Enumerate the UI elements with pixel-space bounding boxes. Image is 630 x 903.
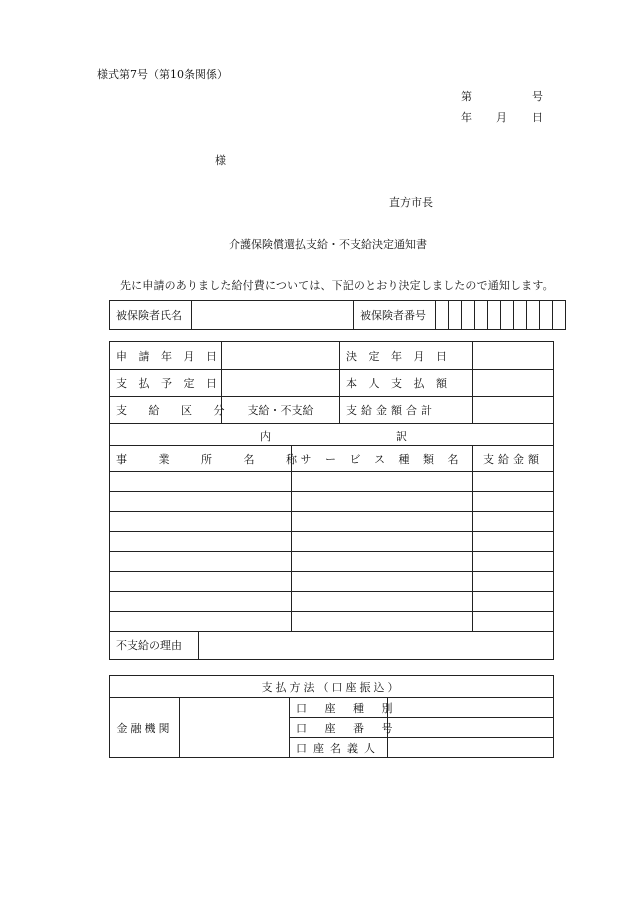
insured-number-label: 被保険者番号 (354, 301, 436, 330)
insured-number-digit[interactable] (501, 301, 514, 330)
category-label: 支 給 区 分 (110, 397, 222, 424)
payment-table (109, 675, 554, 758)
institution-field[interactable] (180, 698, 290, 758)
account-type-label: 口 座 種 別 (290, 698, 388, 718)
category-value[interactable]: 支給・不支給 (222, 397, 340, 424)
intro-text: 先に申請のありました給付費については、下記のとおり決定しましたので通知します。 (120, 279, 554, 292)
table-row (110, 532, 554, 552)
date-year: 年 (461, 111, 472, 124)
application-date-label: 申 請 年 月 日 (110, 342, 222, 370)
addressee-suffix: 様 (215, 154, 226, 167)
col-office-name: 事 業 所 名 称 (110, 446, 292, 472)
table-row (110, 552, 554, 572)
institution-label: 金融機関 (110, 698, 180, 758)
account-holder-field[interactable] (388, 738, 554, 758)
date-month: 月 (496, 111, 507, 124)
insured-number-digit[interactable] (514, 301, 527, 330)
number-go: 号 (532, 90, 543, 103)
table-row (110, 572, 554, 592)
insured-number-digit[interactable] (553, 301, 566, 330)
account-type-field[interactable] (388, 698, 554, 718)
document-title: 介護保険償還払支給・不支給決定通知書 (229, 238, 427, 251)
number-dai: 第 (461, 90, 472, 103)
insured-number-digit[interactable] (436, 301, 449, 330)
self-payment-field[interactable] (473, 370, 554, 397)
insured-number-digit[interactable] (475, 301, 488, 330)
table-row (110, 512, 554, 532)
account-holder-label: 口座名義人 (290, 738, 388, 758)
breakdown-wake: 訳 (396, 429, 407, 443)
account-number-label: 口 座 番 号 (290, 718, 388, 738)
decision-table (109, 341, 554, 660)
application-date-field[interactable] (222, 342, 340, 370)
reason-row (110, 632, 554, 660)
insured-number-digit[interactable] (488, 301, 501, 330)
insured-name-label: 被保険者氏名 (110, 301, 192, 330)
col-amount: 支給金額 (473, 446, 554, 472)
decision-date-label: 決 定 年 月 日 (340, 342, 473, 370)
payment-date-field[interactable] (222, 370, 340, 397)
col-service-type: サ ー ビ ス 種 類 名 (292, 446, 473, 472)
insured-name-field[interactable] (192, 301, 354, 330)
self-payment-label: 本 人 支 払 額 (340, 370, 473, 397)
breakdown-header (110, 424, 554, 446)
insured-number-digit[interactable] (527, 301, 540, 330)
form-number: 様式第7号（第10条関係） (97, 68, 228, 81)
payment-date-label: 支 払 予 定 日 (110, 370, 222, 397)
decision-date-field[interactable] (473, 342, 554, 370)
reason-label: 不支給の理由 (110, 632, 199, 659)
breakdown-uchi: 内 (260, 429, 271, 443)
table-row (110, 612, 554, 632)
payment-method-title: 支払方法（口座振込） (110, 676, 554, 698)
insured-number-digit[interactable] (449, 301, 462, 330)
total-label: 支給金額合計 (340, 397, 473, 424)
account-number-field[interactable] (388, 718, 554, 738)
insured-number-digit[interactable] (540, 301, 553, 330)
reason-field[interactable] (199, 632, 553, 659)
table-row (110, 492, 554, 512)
table-row (110, 592, 554, 612)
date-day: 日 (532, 111, 543, 124)
sender: 直方市長 (389, 196, 433, 209)
table-row (110, 472, 554, 492)
insured-table (109, 300, 566, 330)
insured-number-digit[interactable] (462, 301, 475, 330)
total-field[interactable] (473, 397, 554, 424)
